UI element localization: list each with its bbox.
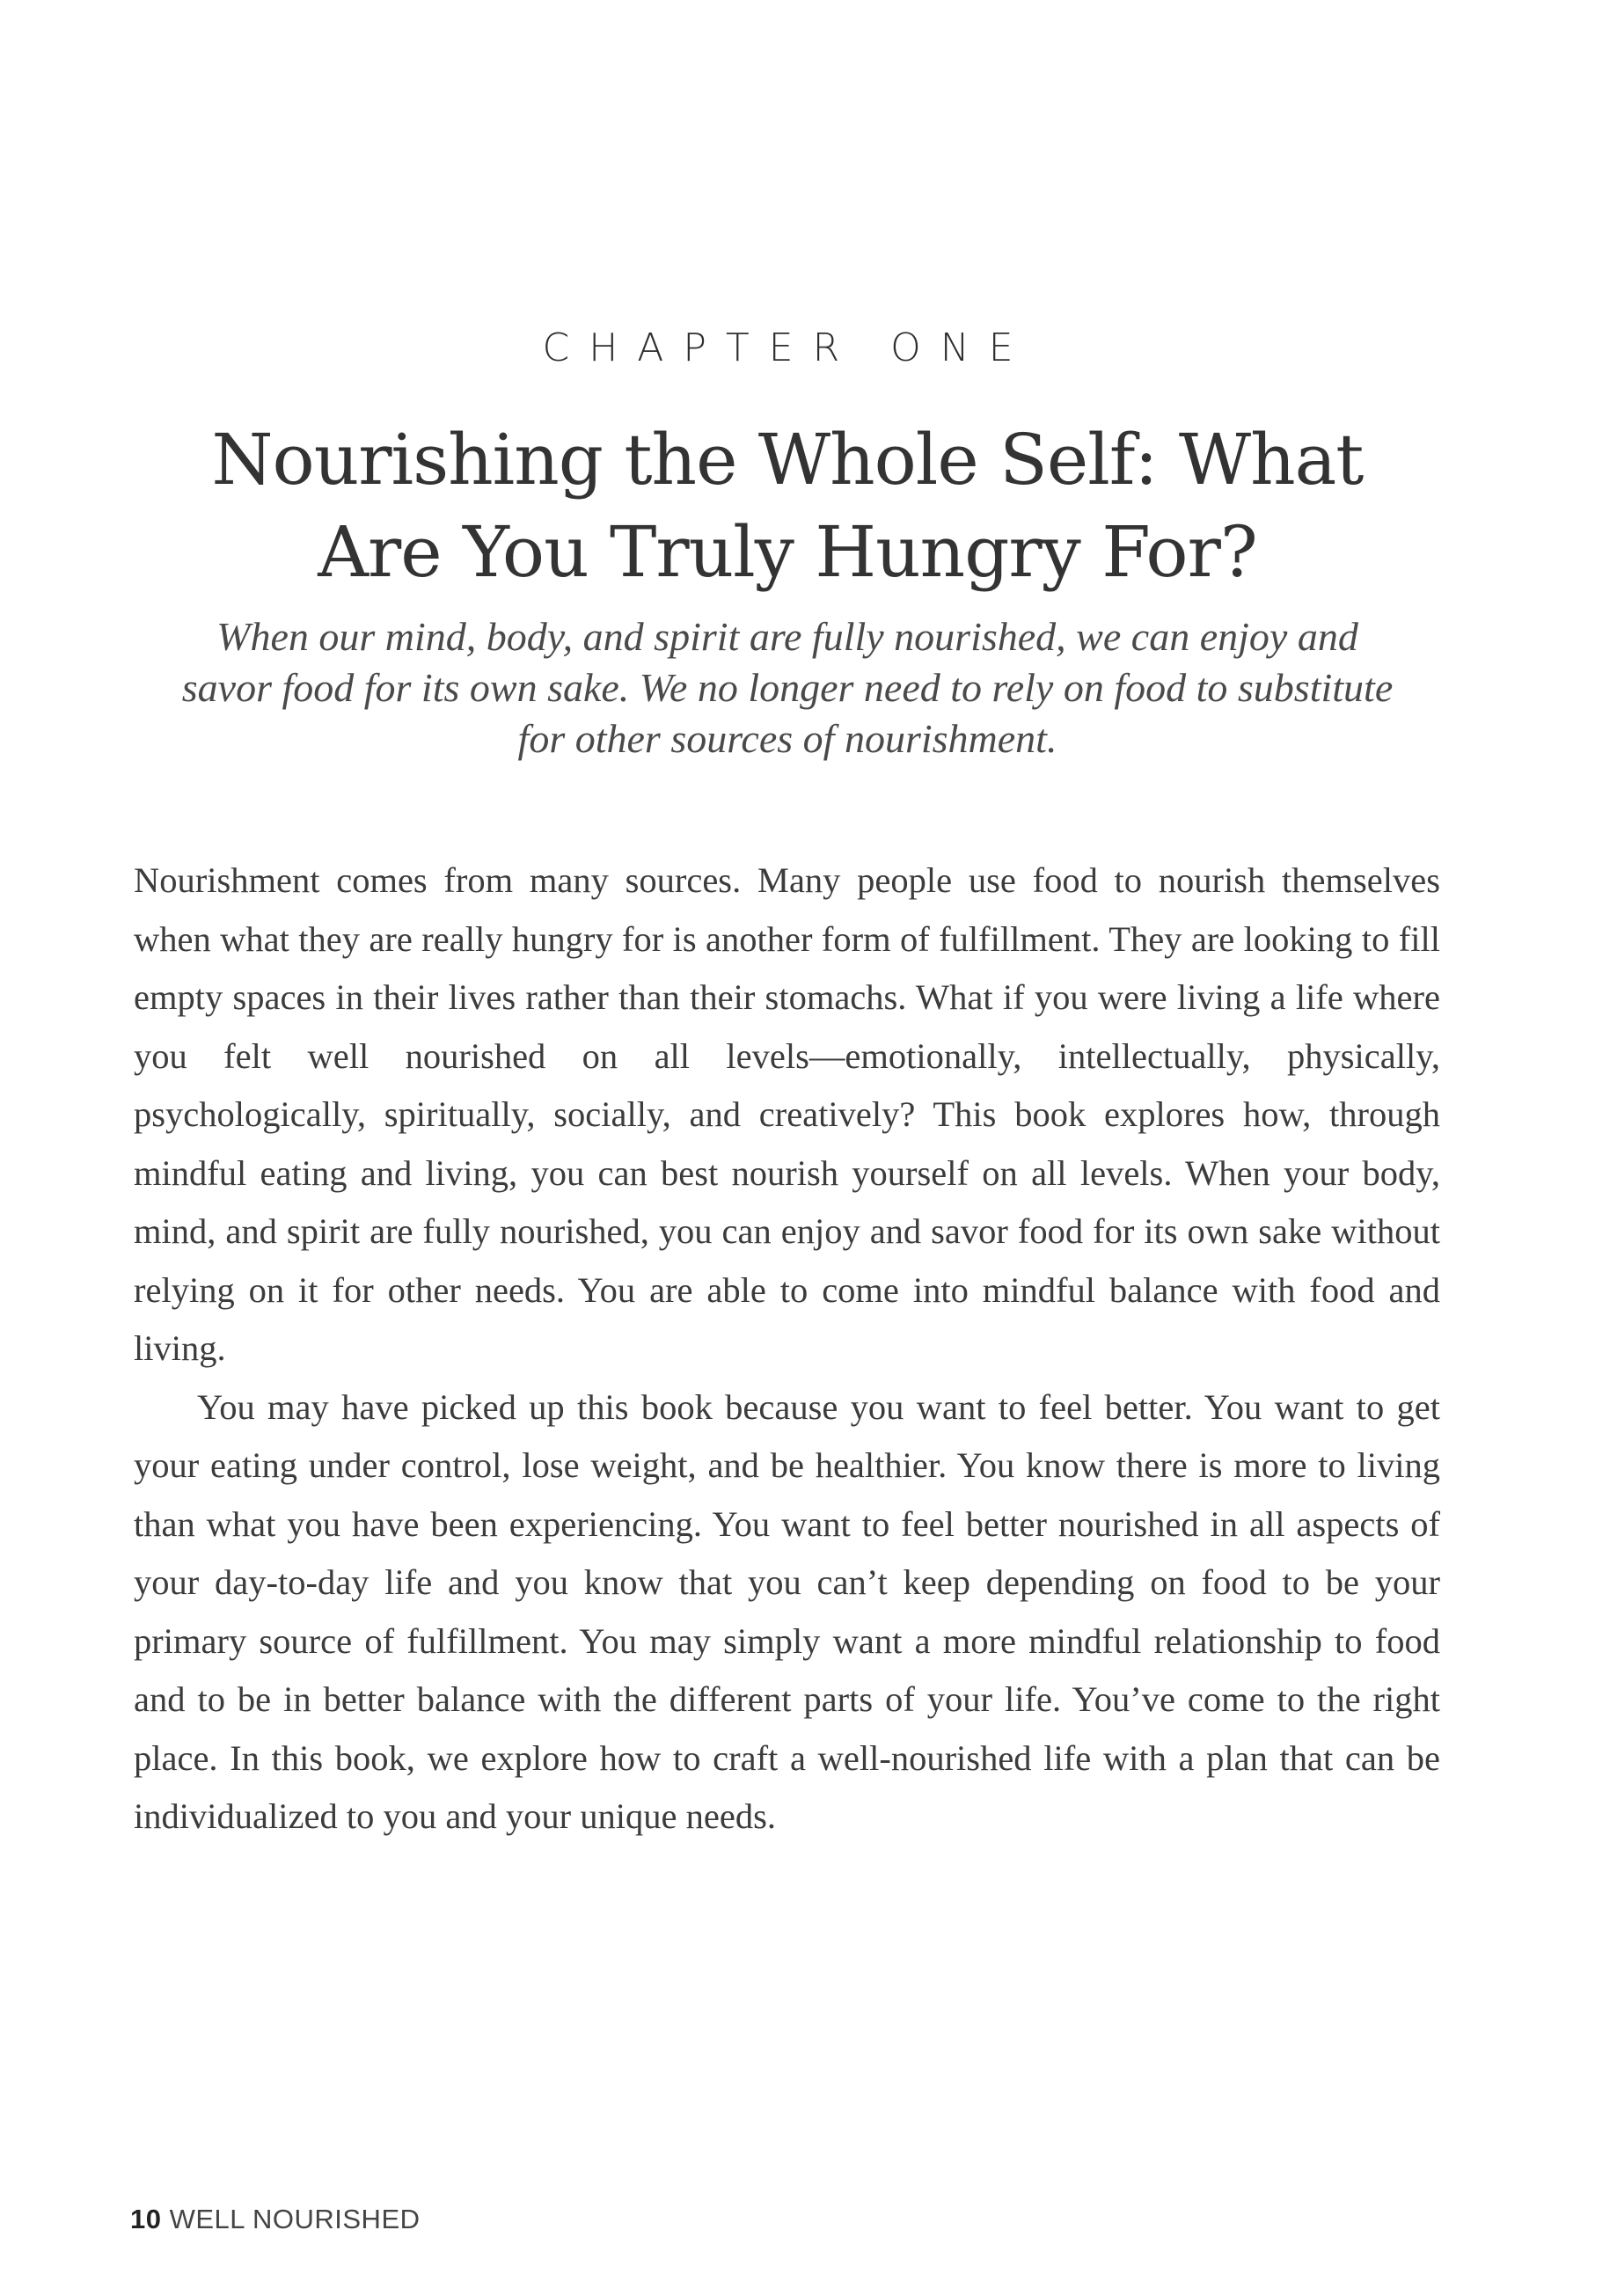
page-number: 10 (130, 2204, 162, 2234)
chapter-title-line-1: Nourishing the Whole Self: What (211, 419, 1364, 501)
body-paragraph-2: You may have picked up this book because you want to feel better. You want to get your eating under control, lose weight, and be healthier. You know there is more to living than what you have been experiencing. You want to feel better nourished in all aspects of your day-to-day life and you know that you can’t keep depending on food to be your primary source of fulfillment. You may simply want a more mindful relationship to food and to be in better balance with the different parts of your life. You’ve come to the right place. In this book, we explore how to craft a well-nourished life with a plan that can be individualized to you and your unique needs. (134, 1386, 1440, 1836)
body-paragraph-1: Nourishment comes from many sources. Many people use food to nourish themselves when what they are really hungry for is another form of fulfillment. They are looking to fill empty spaces in their lives rather than their stomachs. What if you were living a life where you felt well nourished on all levels—emotionally, intellectually, physically, psychologically, spiritually, socially, and creatively? This book explores how, through mindful eating and living, you can best nourish yourself on all levels. When your body, mind, and spirit are fully nourished, you can enjoy and savor food for its own sake without relying on it for other needs. You are able to come into mindful balance with food and living. (134, 860, 1440, 1368)
running-title: WELL NOURISHED (169, 2204, 421, 2234)
chapter-title-line-2: Are You Truly Hungry For? (318, 511, 1257, 593)
chapter-title (141, 413, 1434, 598)
body-text (134, 852, 1440, 1846)
chapter-epigraph: When our mind, body, and spirit are fully nourished, we can enjoy and savor food for its own sake. We no longer need to rely on food to substitute for other sources of nourishment. (181, 614, 1394, 761)
chapter-label: CHAPTER ONE (542, 325, 1033, 370)
page-footer (130, 2204, 421, 2235)
